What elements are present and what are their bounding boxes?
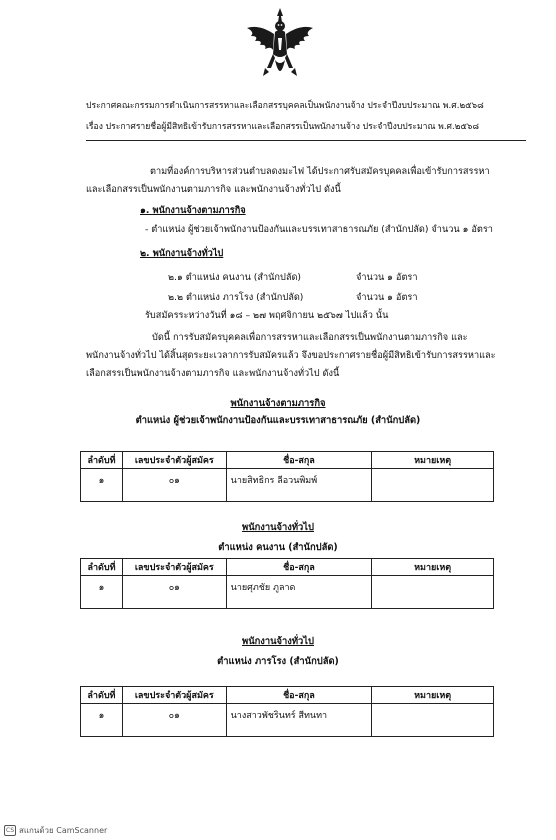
cell-id: ๐๑ xyxy=(122,576,226,609)
cell-no: ๑ xyxy=(81,576,123,609)
section-2-item-2-count: จำนวน ๑ อัตรา xyxy=(356,292,418,303)
list-2-type: พนักงานจ้างทั่วไป xyxy=(242,522,314,533)
cell-name: นายศุภชัย ภูลาด xyxy=(226,576,372,609)
col-header-no: ลำดับที่ xyxy=(81,687,123,704)
table-row xyxy=(81,576,494,609)
table-header-row xyxy=(81,452,494,469)
section-2-item-1-label: ๒.๑ ตำแหน่ง คนงาน (สำนักปลัด) xyxy=(168,272,301,283)
cell-name: นายสิทธิกร ลีอวนพิมพ์ xyxy=(226,469,372,502)
cell-note xyxy=(372,576,494,609)
cell-no: ๑ xyxy=(81,469,123,502)
cell-no: ๑ xyxy=(81,704,123,737)
table-header-row xyxy=(81,687,494,704)
col-header-name: ชื่อ-สกุล xyxy=(226,687,372,704)
table-row xyxy=(81,704,494,737)
section-1-item: - ตำแหน่ง ผู้ช่วยเจ้าพนักงานป้องกันและบรรเทาสาธารณภัย (สำนักปลัด) จำนวน ๑ อัตรา xyxy=(145,224,493,235)
table-row xyxy=(81,469,494,502)
section-2-item-2-label: ๒.๒ ตำแหน่ง ภารโรง (สำนักปลัด) xyxy=(168,292,304,303)
col-header-id: เลขประจำตัวผู้สมัคร xyxy=(122,687,226,704)
col-header-no: ลำดับที่ xyxy=(81,452,123,469)
col-header-name: ชื่อ-สกุล xyxy=(226,452,372,469)
list-1-position: ตำแหน่ง ผู้ช่วยเจ้าพนักงานป้องกันและบรรเทาสาธารณภัย (สำนักปลัด) xyxy=(135,415,421,426)
cell-note xyxy=(372,704,494,737)
list-3-position: ตำแหน่ง ภารโรง (สำนักปลัด) xyxy=(217,656,339,667)
body-line-3: เลือกสรรเป็นพนักงานจ้างตามภารกิจ และพนักงานจ้างทั่วไป ดังนี้ xyxy=(86,368,340,379)
application-period: รับสมัครระหว่างวันที่ ๑๘ – ๒๗ พฤศจิกายน ๒๕๖๗ ไปแล้ว นั้น xyxy=(145,310,389,321)
intro-line-2: และเลือกสรรเป็นพนักงานตามภารกิจ และพนักงานจ้างทั่วไป ดังนี้ xyxy=(86,184,341,195)
list-2-position: ตำแหน่ง คนงาน (สำนักปลัด) xyxy=(218,542,338,553)
cell-name: นางสาวพัชรินทร์ สีทนทา xyxy=(226,704,372,737)
list-1-type: พนักงานจ้างตามภารกิจ xyxy=(230,398,326,409)
col-header-name: ชื่อ-สกุล xyxy=(226,559,372,576)
body-line-1: บัดนี้ การรับสมัครบุคคลเพื่อการสรรหาและเลือกสรรเป็นพนักงานตามภารกิจ และ xyxy=(152,332,468,343)
header-line-1: ประกาศคณะกรรมการดำเนินการสรรหาและเลือกสรรบุคคลเป็นพนักงานจ้าง ประจำปีงบประมาณ พ.ศ.๒๕๖๘ xyxy=(86,101,484,111)
candidates-table-3 xyxy=(80,686,494,737)
scanner-watermark-text: สแกนด้วย CamScanner xyxy=(19,826,108,835)
col-header-note: หมายเหตุ xyxy=(372,452,494,469)
section-1-title: ๑. พนักงานจ้างตามภารกิจ xyxy=(140,205,246,216)
list-3-type: พนักงานจ้างทั่วไป xyxy=(242,636,314,647)
camscanner-icon: CS xyxy=(6,827,14,834)
cell-id: ๐๑ xyxy=(122,469,226,502)
col-header-id: เลขประจำตัวผู้สมัคร xyxy=(122,452,226,469)
intro-line-1: ตามที่องค์การบริหารส่วนตำบลดงมะไฟ ได้ประกาศรับสมัครบุคคลเพื่อเข้ารับการสรรหา xyxy=(150,166,490,177)
candidates-table-1 xyxy=(80,451,494,502)
col-header-id: เลขประจำตัวผู้สมัคร xyxy=(122,559,226,576)
garuda-emblem-icon xyxy=(245,6,315,86)
cell-id: ๐๑ xyxy=(122,704,226,737)
section-2-title: ๒. พนักงานจ้างทั่วไป xyxy=(140,248,224,259)
section-2-item-1-count: จำนวน ๑ อัตรา xyxy=(356,272,418,283)
table-header-row xyxy=(81,559,494,576)
header-line-2: เรื่อง ประกาศรายชื่อผู้มีสิทธิเข้ารับการสรรหาและเลือกสรรเป็นพนักงานจ้าง ประจำปีงบประมาณ พ.ศ.๒๕๖๘ xyxy=(86,122,479,132)
col-header-no: ลำดับที่ xyxy=(81,559,123,576)
col-header-note: หมายเหตุ xyxy=(372,687,494,704)
candidates-table-2 xyxy=(80,558,494,609)
col-header-note: หมายเหตุ xyxy=(372,559,494,576)
cell-note xyxy=(372,469,494,502)
body-line-2: พนักงานจ้างทั่วไป ได้สิ้นสุดระยะเวลาการรับสมัครแล้ว จึงขอประกาศรายชื่อผู้มีสิทธิเข้ารับการสรรหาและ xyxy=(86,350,496,361)
header-divider xyxy=(86,140,526,141)
scanner-watermark xyxy=(4,824,107,837)
